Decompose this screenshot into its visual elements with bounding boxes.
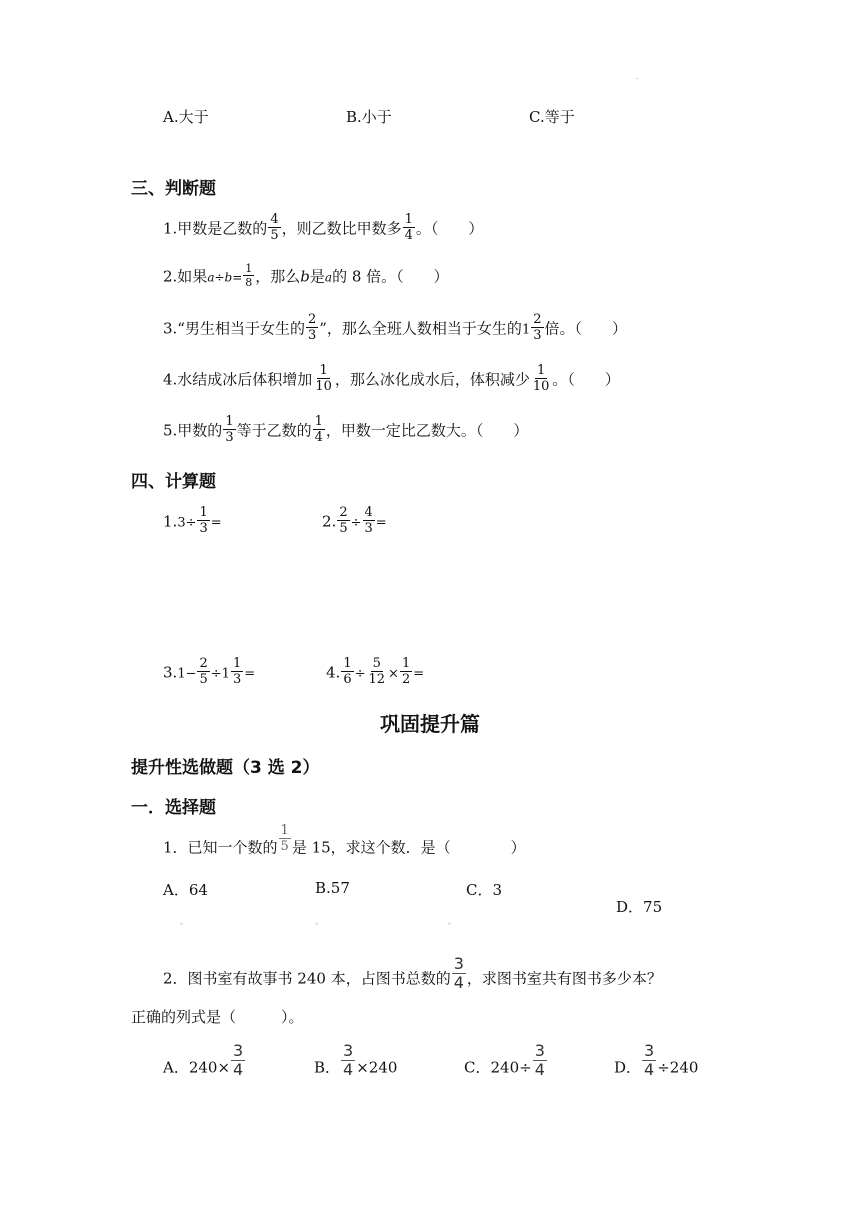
- judgment-q4: 4.水结成冰后体积增加 $\frac{1}{10}$ ，那么冰化成水后，体积减少 $\frac{1}{10}$ 。（ ）: [163, 363, 620, 394]
- calc-4: 4. $\frac{1}{6}$ ÷ $\frac{5}{12}$ × $\frac{1}{2}$ =: [326, 656, 425, 687]
- choice-q2-option-d: D． $\frac{3}{4}$ ÷240: [614, 1041, 699, 1079]
- fraction: $\frac{4}{3}$: [364, 505, 373, 536]
- fraction: $\frac{2}{3}$: [307, 312, 317, 343]
- fraction: $\frac{1}{5}$: [280, 823, 289, 854]
- fraction: $\frac{3}{4}$: [453, 954, 464, 992]
- judgment-q3: 3.“男生相当于女生的 $\frac{2}{3}$ ”，那么全班人数相当于女生的1 $\frac{2}{3}$ 倍。（ ）: [163, 312, 628, 343]
- calc-3: 3.1− $\frac{2}{5}$ ÷1 $\frac{1}{3}$ =: [163, 656, 256, 687]
- stray-mark: 。: [315, 917, 323, 926]
- stray-mark: 。: [180, 917, 188, 926]
- section-header-calculation: 四、计算题: [131, 472, 216, 492]
- fraction: $\frac{3}{4}$: [343, 1041, 354, 1079]
- page-title: 巩固提升篇: [380, 712, 480, 736]
- judgment-q5: 5.甲数的 $\frac{1}{3}$ 等于乙数的 $\frac{1}{4}$ ，甲数一定比乙数大。（ ）: [163, 414, 529, 445]
- stray-mark: .: [636, 72, 639, 81]
- choice-q2: 2．图书室有故事书 240 本，占图书总数的 $\frac{3}{4}$ ，求图书室共有图书多少本？: [163, 954, 662, 992]
- fraction: $\frac{1}{2}$: [401, 656, 411, 687]
- fraction: $\frac{5}{12}$: [368, 656, 386, 687]
- choice-b: B.小于: [346, 108, 392, 126]
- choice-q2-option-b: B． $\frac{3}{4}$ ×240: [314, 1041, 398, 1079]
- fraction: $\frac{1}{8}$: [245, 262, 253, 289]
- fraction: $\frac{3}{4}$: [534, 1041, 545, 1079]
- choice-a: A.大于: [163, 108, 209, 126]
- fraction: $\frac{1}{4}$: [314, 414, 323, 445]
- judgment-q1: 1.甲数是乙数的 $\frac{4}{5}$ ，则乙数比甲数多 $\frac{1}{4}$ 。（ ）: [163, 212, 484, 243]
- choice-q1-option-b: B.57: [315, 879, 350, 897]
- section-header-choice: 一．选择题: [131, 798, 216, 818]
- choice-q1-option-d: D．75: [616, 898, 663, 916]
- stray-mark: 。: [448, 917, 456, 926]
- fraction: $\frac{3}{4}$: [233, 1041, 244, 1079]
- choice-q1: 1．已知一个数的 $\frac{1}{5}$ 是 15，求这个数．是（ ）: [163, 823, 526, 857]
- choice-q1-option-a: A．64: [163, 881, 208, 899]
- choice-q2-option-c: C．240÷ $\frac{3}{4}$: [464, 1041, 545, 1079]
- fraction: $\frac{1}{6}$: [343, 656, 352, 687]
- calc-1: 1.3÷ $\frac{1}{3}$ =: [163, 505, 222, 536]
- fraction: $\frac{2}{5}$: [199, 656, 208, 687]
- fraction: $\frac{2}{3}$: [533, 312, 542, 343]
- fraction: $\frac{1}{3}$: [232, 656, 242, 687]
- choice-q2-line2: 正确的列式是（ ）。: [131, 1008, 304, 1026]
- fraction: $\frac{1}{10}$: [315, 363, 332, 394]
- fraction: $\frac{3}{4}$: [644, 1041, 655, 1079]
- calc-2: 2. $\frac{2}{5}$ ÷ $\frac{4}{3}$ =: [322, 505, 387, 536]
- section-header-judgment: 三、判断题: [131, 179, 216, 199]
- fraction: $\frac{1}{3}$: [225, 414, 234, 445]
- subtitle-optional: 提升性选做题（3 选 2）: [131, 758, 320, 778]
- fraction: $\frac{1}{10}$: [532, 363, 550, 394]
- fraction: $\frac{1}{3}$: [199, 505, 208, 536]
- judgment-q2: 2.如果a÷b= $\frac{1}{8}$ ，那么b是a的 8 倍。（ ）: [163, 262, 449, 289]
- fraction: $\frac{1}{4}$: [404, 212, 413, 243]
- fraction: $\frac{4}{5}$: [270, 212, 279, 243]
- choice-q2-option-a: A．240× $\frac{3}{4}$: [163, 1041, 244, 1079]
- choice-c: C.等于: [529, 108, 575, 126]
- fraction: $\frac{2}{5}$: [339, 505, 348, 536]
- choice-q1-option-c: C．3: [466, 881, 503, 899]
